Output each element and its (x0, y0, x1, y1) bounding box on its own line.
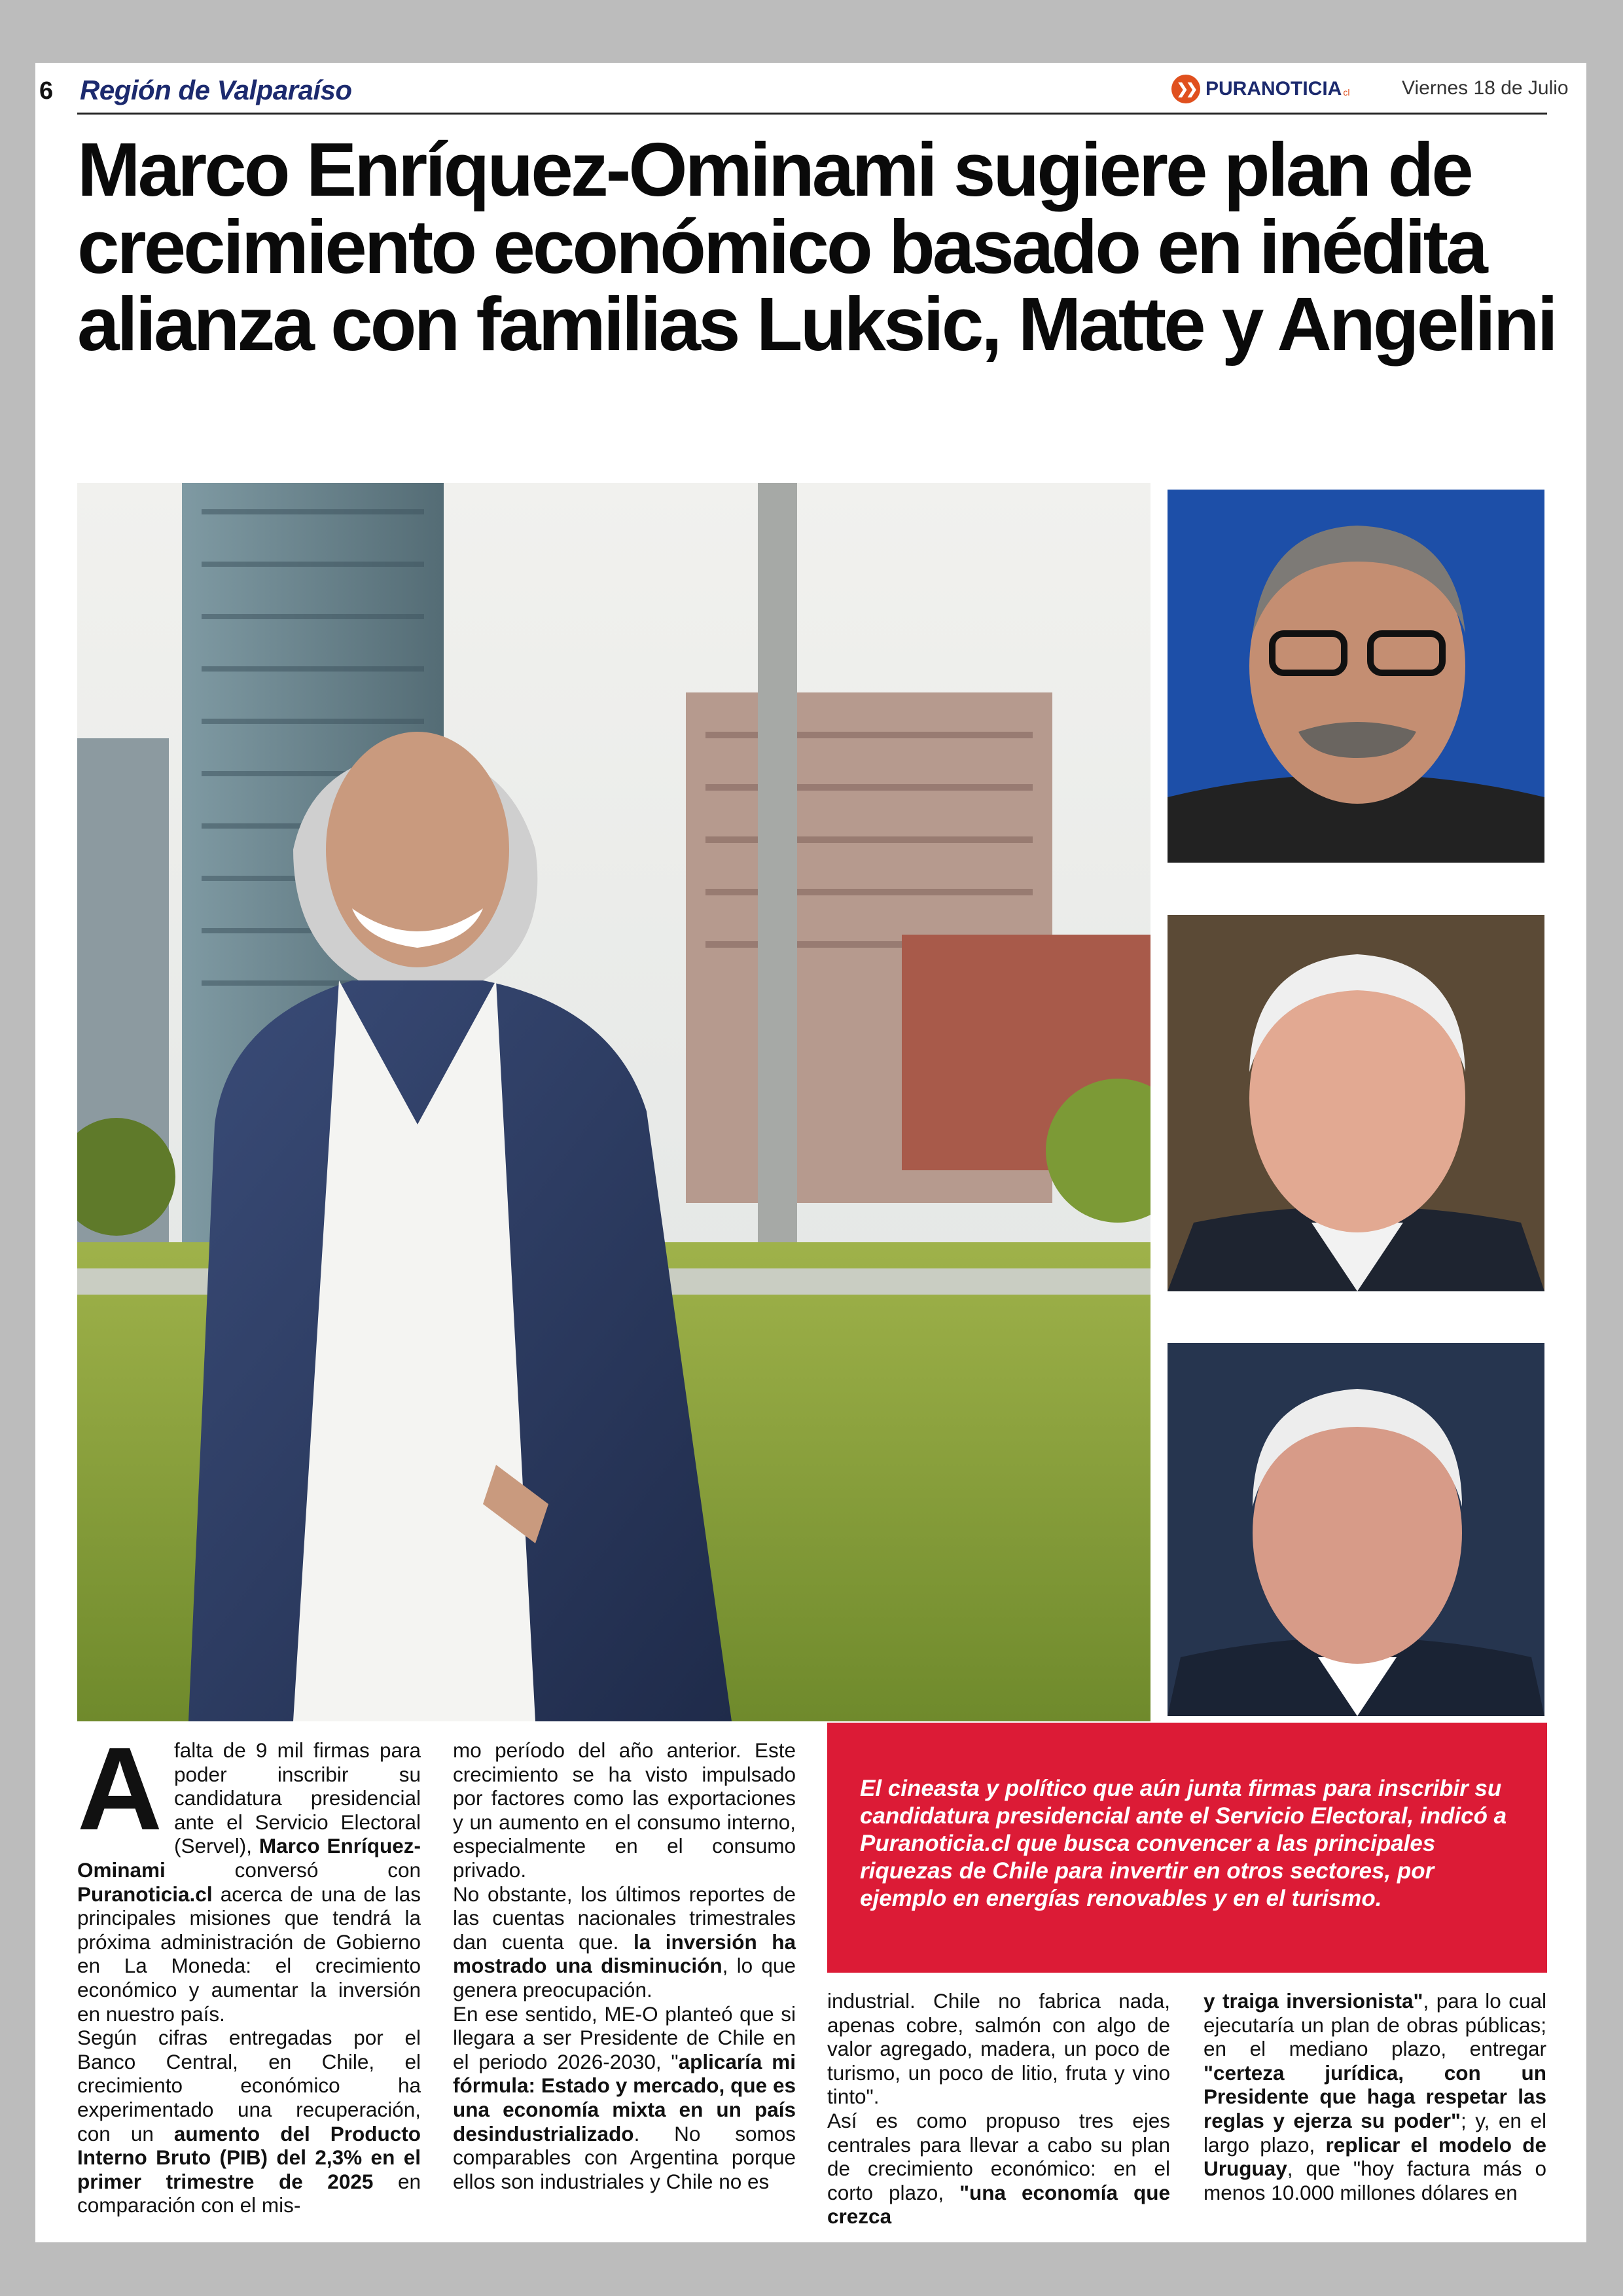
text-run: ; y, en el largo plazo, (1204, 2108, 1546, 2157)
callout-box (827, 1723, 1547, 1973)
article-column-3 (827, 1989, 1170, 2229)
header-rule (77, 113, 1547, 115)
text-run: No obstante, los últimos reportes de las cuentas nacionales trimestrales dan cuenta que. (453, 1882, 796, 1954)
text-bold: replicar el modelo de Uruguay (1204, 2132, 1547, 2181)
text-bold: y traiga inversionista" (1204, 1989, 1423, 2013)
brand-suffix: cl (1343, 87, 1350, 98)
text-run: En ese sentido, ME-O planteó que si llegara a ser Presidente de Chile en el periodo 2026-2030, " (453, 2001, 796, 2073)
brand-name: PURANOTICIA (1205, 78, 1342, 99)
text-bold: Puranoticia.cl (77, 1882, 213, 1906)
issue-date: Viernes 18 de Julio (1402, 77, 1569, 99)
text-bold: Marco Enríquez-Ominami (77, 1834, 421, 1882)
portrait-photo-3 (1168, 1343, 1544, 1716)
paragraph (453, 1882, 796, 2002)
article-title: Marco Enríquez-Ominami sugiere plan de crecimiento económico basado en inédita alianza con familias Luksic, Matte y Angelini (77, 127, 1556, 367)
article-column-4 (1204, 1989, 1546, 2204)
brand (1171, 75, 1349, 103)
paragraph (1204, 1989, 1546, 2204)
text-bold: "una economía que crezca (827, 2180, 1171, 2229)
paragraph (77, 2026, 421, 2217)
text-bold: la inversión ha mostrado una disminución (453, 1929, 796, 1978)
article-column-2 (453, 1738, 796, 2193)
paragraph: industrial. Chile no fabrica nada, apenas cobre, salmón con algo de valor agregado, madera, un poco de turismo, un poco de litio, fruta y vino tinto". (827, 1989, 1170, 2109)
text-run: . No somos comparables con Argentina porque ellos son industriales y Chile no es (453, 2121, 796, 2193)
text-run: , que "hoy factura más o menos 10.000 millones dólares en (1204, 2157, 1546, 2204)
text-run: , para lo cual ejecutaría un plan de obras públicas; en el mediano plazo, entregar (1204, 1989, 1547, 2061)
paragraph (453, 2002, 796, 2194)
portrait-photo-2 (1168, 915, 1544, 1291)
text-run: , lo que genera preocupación. (453, 1954, 796, 2001)
portrait-photo-1 (1168, 490, 1544, 863)
text-bold: aumento del Producto Interno Bruto (PIB) del 2,3% en el primer trimestre de 2025 (77, 2121, 421, 2193)
text-run: Así es como propuso tres ejes centrales para llevar a cabo su plan de crecimiento económico: en el corto plazo, (827, 2108, 1170, 2204)
puranoticia-logo-icon: ❯❯ (1171, 75, 1200, 103)
text-run: Según cifras entregadas por el Banco Central, en Chile, el crecimiento económico ha experimentado una recuperación, con un (77, 2026, 421, 2145)
text-run: falta de 9 mil firmas para poder inscribir su candidatura presidencial ante el Servicio Electoral (Servel), (174, 1738, 421, 1858)
text-run: acerca de una de las principales misiones que tendrá la próxima administración de Gobierno en La Moneda: el crecimiento económico y aumentar la inversión en nuestro país. (77, 1882, 421, 2026)
text-run: conversó con (165, 1857, 421, 1882)
page-number: 6 (39, 77, 54, 105)
text-bold: "certeza jurídica, con un Presidente que haga respetar las reglas y ejerza su poder" (1204, 2060, 1546, 2132)
paragraph (827, 2109, 1170, 2229)
section-title: Región de Valparaíso (80, 75, 352, 105)
article-column-1 (77, 1723, 421, 2217)
drop-cap: A (77, 1723, 162, 1855)
text-run: en comparación con el mis- (77, 2169, 421, 2217)
text-bold: aplicaría mi fórmula: Estado y mercado, que es una economía mixta en un país desindustrializado (453, 2049, 796, 2145)
callout-text: El cineasta y político que aún junta firmas para inscribir su candidatura presidencial ante el Servicio Electoral, indicó a Puranoticia.cl que busca convencer a las principales riquezas de Chile para invertir en otros sectores, por ejemplo en energías renovables y en el turismo. (860, 1776, 1507, 1911)
paragraph: mo período del año anterior. Este crecimiento se ha visto impulsado por factores como las exportaciones y un aumento en el consumo interno, especialmente en el consumo privado. (453, 1738, 796, 1882)
main-photo (77, 483, 1150, 1721)
